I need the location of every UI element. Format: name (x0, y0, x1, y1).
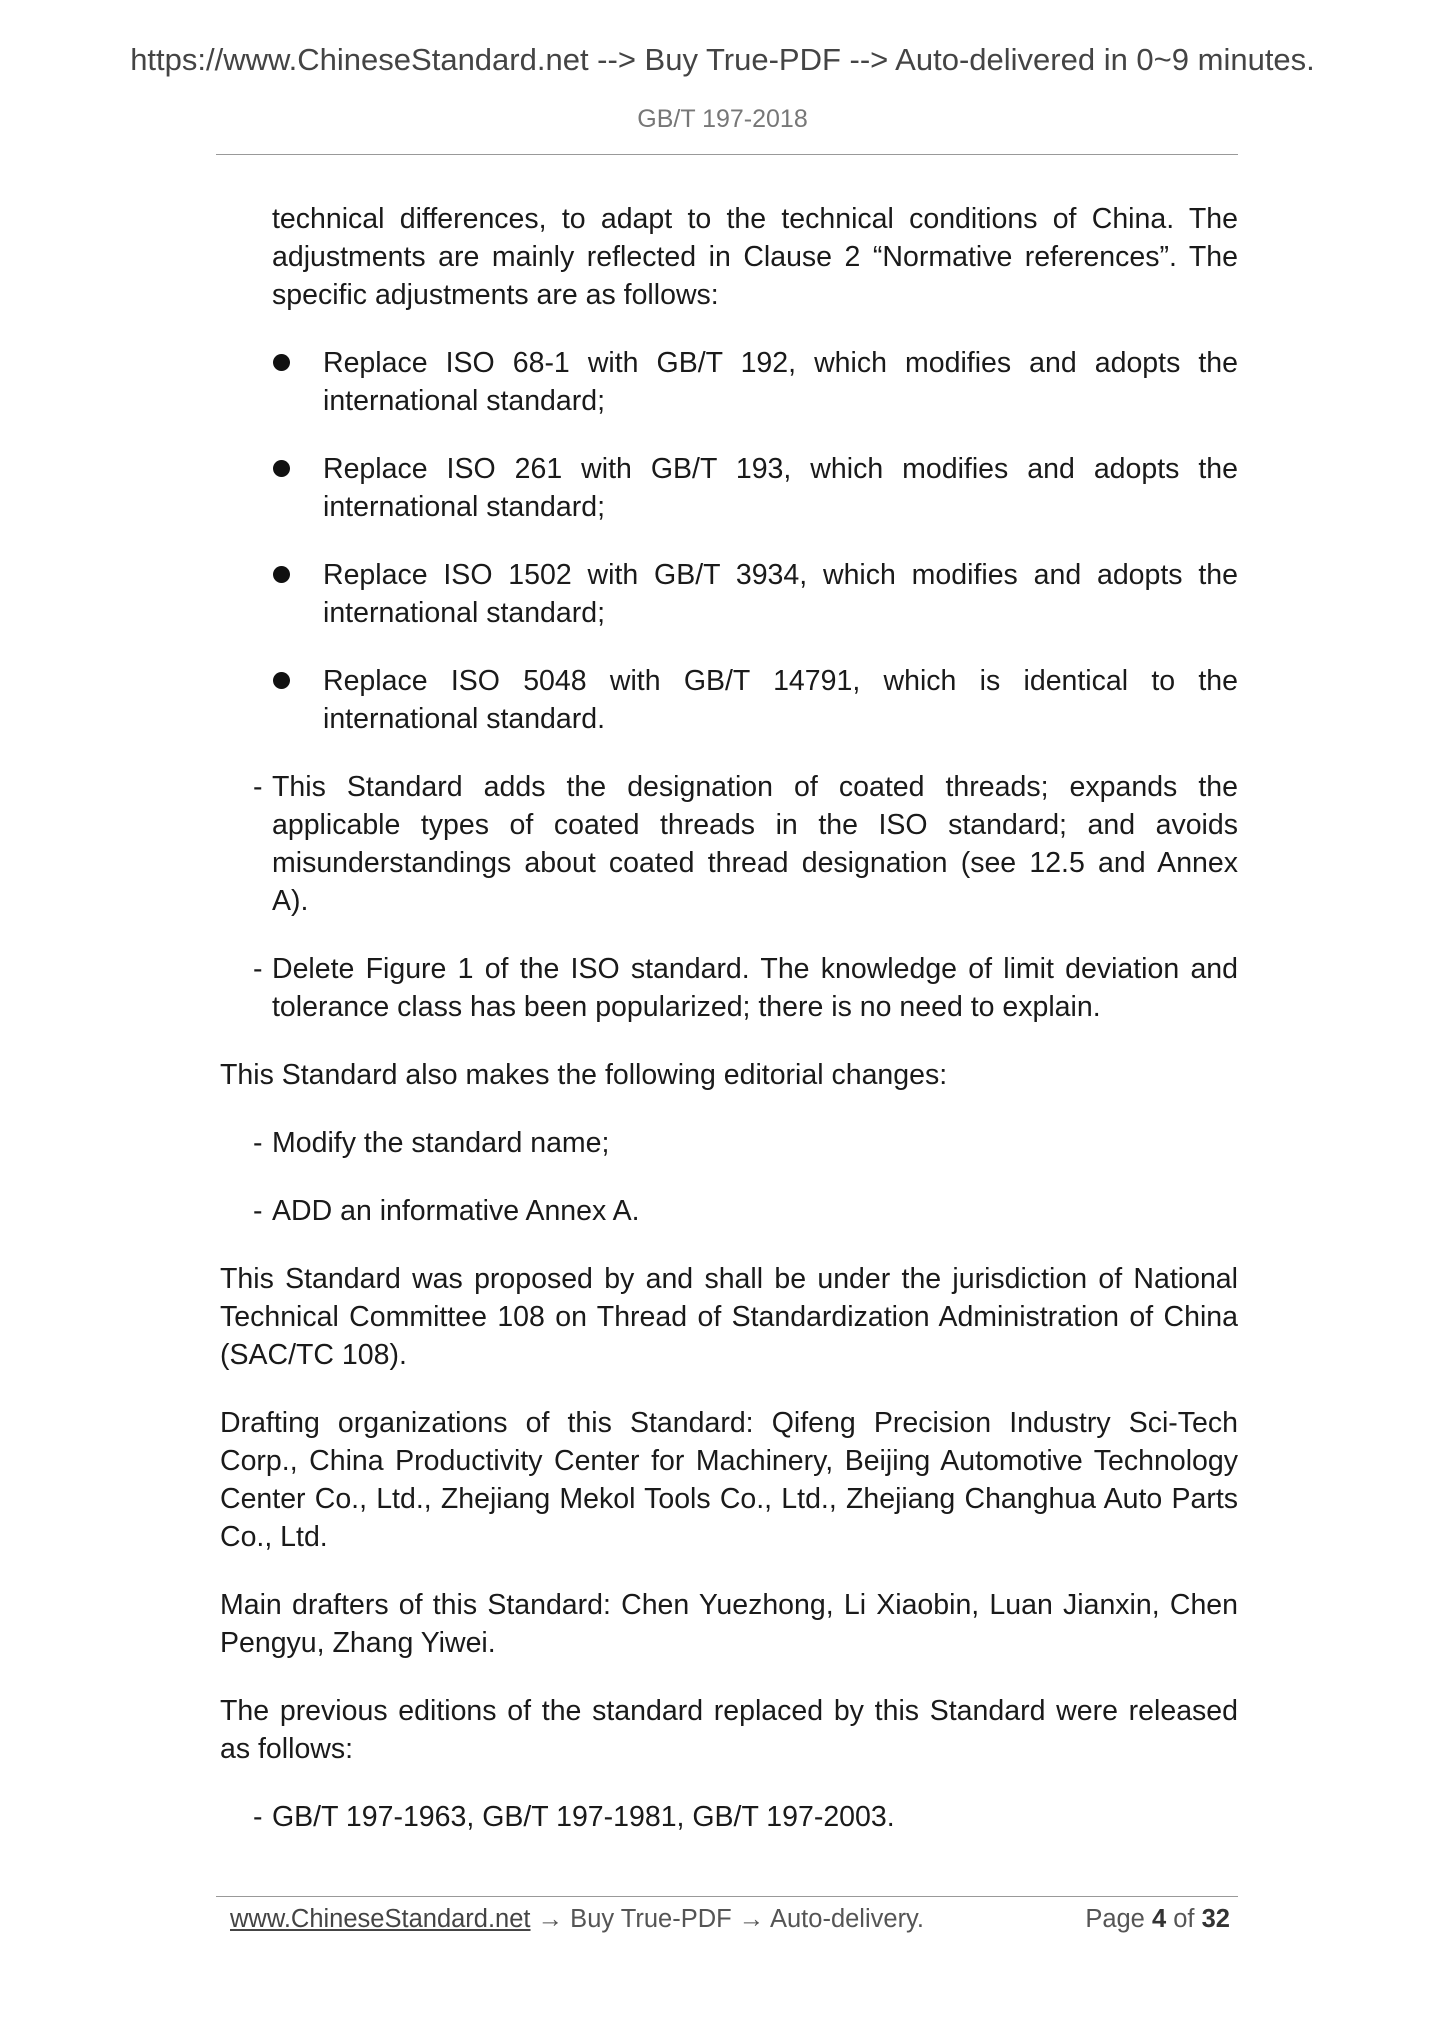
dash-item (220, 1124, 1238, 1162)
dash-marker: - (253, 1127, 263, 1159)
dash-item-text: Delete Figure 1 of the ISO standard. The knowledge of limit deviation and tolerance class has been popularized; there is no need to explain. (272, 953, 1238, 1023)
dash-marker: - (253, 953, 263, 985)
page-indicator (1085, 1902, 1230, 1936)
bullet-item (220, 662, 1238, 738)
document-body (220, 200, 1238, 1866)
of-label: of (1173, 1905, 1195, 1933)
footer-divider (216, 1896, 1238, 1897)
page-label: Page (1085, 1905, 1145, 1933)
dash-item (220, 1798, 1238, 1836)
standard-code-header: GB/T 197-2018 (637, 105, 808, 133)
bullet-dot-icon (273, 460, 290, 477)
main-drafters-paragraph: Main drafters of this Standard: Chen Yuezhong, Li Xiaobin, Luan Jianxin, Chen Pengyu, Zhang Yiwei. (220, 1589, 1238, 1659)
drafting-organizations-paragraph: Drafting organizations of this Standard: Qifeng Precision Industry Sci-Tech Corp., China Productivity Center for Machinery, Beijing Automotive Technology Center Co., Ltd., Zhejiang Mekol Tools Co., Ltd., Zhejiang Changhua Auto Parts Co., Ltd. (220, 1407, 1238, 1553)
dash-marker: - (253, 771, 263, 803)
footer-site-link[interactable]: www.ChineseStandard.net (230, 1905, 531, 1933)
dash-marker: - (253, 1801, 263, 1833)
bullet-dot-icon (273, 566, 290, 583)
dash-item-text: This Standard adds the designation of coated threads; expands the applicable types of coated threads in the ISO standard; and avoids misunderstandings about coated thread designation (see 12.5 and Annex A). (272, 771, 1238, 917)
page-footer (230, 1902, 1230, 1936)
bullet-text: Replace ISO 261 with GB/T 193, which modifies and adopts the international standard; (323, 453, 1238, 523)
bullet-text: Replace ISO 5048 with GB/T 14791, which is identical to the international standard. (323, 665, 1238, 735)
dash-item-text: GB/T 197-1963, GB/T 197-1981, GB/T 197-2003. (272, 1801, 895, 1833)
bullet-dot-icon (273, 354, 290, 371)
previous-editions-intro: The previous editions of the standard replaced by this Standard were released as follows: (220, 1695, 1238, 1765)
dash-item-text: ADD an informative Annex A. (272, 1195, 640, 1227)
dash-item-text: Modify the standard name; (272, 1127, 610, 1159)
dash-item (220, 768, 1238, 920)
top-banner: https://www.ChineseStandard.net --> Buy True-PDF --> Auto-delivered in 0~9 minutes. (130, 42, 1315, 77)
bullet-text: Replace ISO 1502 with GB/T 3934, which modifies and adopts the international standard; (323, 559, 1238, 629)
bullet-item (220, 450, 1238, 526)
bullet-text: Replace ISO 68-1 with GB/T 192, which modifies and adopts the international standard; (323, 347, 1238, 417)
editorial-intro: This Standard also makes the following editorial changes: (220, 1059, 948, 1091)
dash-item (220, 950, 1238, 1026)
dash-item (220, 1192, 1238, 1230)
header-divider (216, 154, 1238, 155)
dash-marker: - (253, 1195, 263, 1227)
bullet-item (220, 556, 1238, 632)
bullet-dot-icon (273, 672, 290, 689)
proposed-by-paragraph: This Standard was proposed by and shall be under the jurisdiction of National Technical Committee 108 on Thread of Standardization Administration of China (SAC/TC 108). (220, 1263, 1238, 1371)
bullet-item (220, 344, 1238, 420)
intro-paragraph: technical differences, to adapt to the technical conditions of China. The adjustments are mainly reflected in Clause 2 “Normative references”. The specific adjustments are as follows: (272, 203, 1238, 311)
page-total: 32 (1201, 1905, 1230, 1933)
footer-tagline: → Buy True-PDF → Auto-delivery. (530, 1905, 924, 1933)
page-number: 4 (1151, 1905, 1167, 1933)
